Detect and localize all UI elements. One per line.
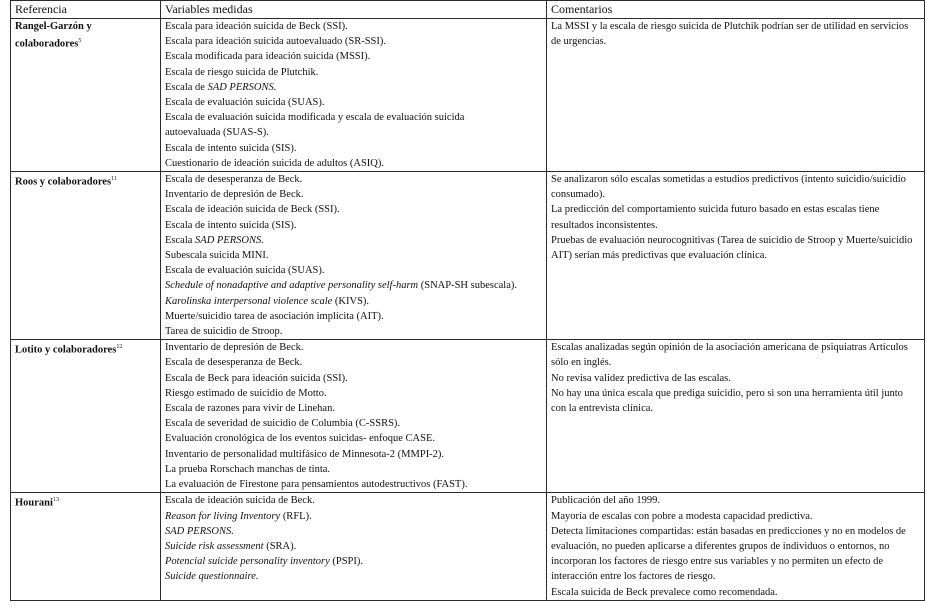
variable-item xyxy=(165,509,542,524)
variable-text: Escala de evaluación suicida (SUAS). xyxy=(165,265,325,277)
variable-text: Escala de Beck para ideación suicida (SSI). xyxy=(165,372,348,384)
variable-text: Escala de riesgo suicida de Plutchik. xyxy=(165,66,319,78)
variable-item xyxy=(165,110,500,140)
variable-item xyxy=(165,539,542,554)
variable-text: Escala xyxy=(165,234,196,246)
reference-cell xyxy=(11,172,161,340)
comment-item: Escalas analizadas según opinión de la asociación americana de psiquiatras Artículos sólo en inglés. xyxy=(551,342,908,369)
reference-name: Lotito y colaboradores xyxy=(15,344,117,356)
comment-item: La predicción del comportamiento suicida futuro basado en estas escalas tiene resultados inconsistentes. xyxy=(551,204,880,231)
variable-item xyxy=(165,19,542,34)
variable-item xyxy=(165,202,542,217)
table-row xyxy=(11,340,925,493)
variable-text: Tarea de suicidio de Stroop. xyxy=(165,326,283,338)
variable-text: (KIVS). xyxy=(332,295,370,307)
variable-text: Escala de severidad de suicidio de Columbia (C-SSRS). xyxy=(165,418,401,430)
variable-text: Escala de ideación suicida de Beck. xyxy=(165,495,315,507)
table-row xyxy=(11,19,925,172)
variable-italic-text: SAD PERSONS. xyxy=(207,81,277,93)
variable-text: Escala de desesperanza de Beck. xyxy=(165,357,303,369)
comment-item: No revisa validez predictiva de las escalas. xyxy=(551,372,731,384)
variable-text: Cuestionario de ideación suicida de adultos (ASIQ). xyxy=(165,157,384,169)
comments-cell xyxy=(547,493,925,600)
comment-item: Se analizaron sólo escalas sometidas a estudios predictivos (intento suicidio/suicidio consumado). xyxy=(551,174,906,201)
comment-item: Publicación del año 1999. xyxy=(551,495,661,507)
comment-item: Escala suicida de Beck prevalece como recomendada. xyxy=(551,586,778,598)
variable-text: Escala de evaluación suicida modificada y escala de evaluación suicida autoevaluada (SUAS-S). xyxy=(165,112,465,139)
variable-text: Muerte/suicidio tarea de asociación implícita (AIT). xyxy=(165,310,384,322)
variable-item xyxy=(165,524,542,539)
table-body xyxy=(11,19,925,601)
variable-item xyxy=(165,141,542,156)
variable-text: (SNAP-SH subescala). xyxy=(418,280,517,292)
reference-citation: 13 xyxy=(52,497,59,504)
variable-item xyxy=(165,340,542,355)
variable-italic-text: Suicide risk assessment xyxy=(165,540,264,552)
variable-text: (PSPI). xyxy=(329,556,364,568)
variable-italic-text: Reason for living Inventory xyxy=(165,510,281,522)
reference-citation: 5 xyxy=(78,38,82,44)
header-row xyxy=(11,1,925,19)
variable-text: Escala de intento suicida (SIS). xyxy=(165,142,297,154)
variable-text: Escala modificada para ideación suicida (MSSI). xyxy=(165,51,371,63)
reference-cell xyxy=(11,493,161,600)
comments-cell xyxy=(547,340,925,493)
variable-item xyxy=(165,493,542,508)
variable-item xyxy=(165,34,542,49)
variable-item xyxy=(165,416,542,431)
variable-item xyxy=(165,447,542,462)
variable-text: La prueba Rorschach manchas de tinta. xyxy=(165,463,331,475)
variable-item xyxy=(165,355,542,370)
variable-item xyxy=(165,371,542,386)
variable-italic-text: SAD PERSONS. xyxy=(195,234,264,246)
reference-name: Rangel-Garzón y colaboradores xyxy=(15,21,92,50)
variable-text: Riesgo estimado de suicidio de Motto. xyxy=(165,387,327,399)
reference-cell xyxy=(11,340,161,493)
variable-text: Escala de razones para vivir de Linehan. xyxy=(165,403,335,415)
variable-item xyxy=(165,554,542,569)
comments-cell xyxy=(547,172,925,340)
variable-item xyxy=(165,233,542,248)
variable-item xyxy=(165,431,542,446)
comments-cell xyxy=(547,19,925,172)
variable-item xyxy=(165,187,542,202)
variable-item xyxy=(165,263,542,278)
header-variables: Variables medidas xyxy=(161,1,547,19)
variable-item xyxy=(165,569,542,584)
comment-item: Pruebas de evaluación neurocognitivas (Tarea de suicidio de Stroop y Muerte/suicidio AIT) serían más predictivas que evaluación clínica. xyxy=(551,234,913,262)
reference-citation: 12 xyxy=(116,344,123,351)
variable-item xyxy=(165,65,542,80)
variable-item xyxy=(165,278,542,293)
variable-italic-text: Suicide questionnaire. xyxy=(165,571,259,583)
variable-text: Subescala suicida MINI. xyxy=(165,250,269,262)
variable-item xyxy=(165,248,542,263)
variable-item xyxy=(165,95,542,110)
variable-text: Inventario de depresión de Beck. xyxy=(165,342,304,354)
variable-text: Escala de ideación suicida de Beck (SSI). xyxy=(165,204,340,216)
variable-item xyxy=(165,49,542,64)
variable-text: Escala para ideación suicida autoevaluado (SR-SSI). xyxy=(165,36,387,48)
variable-italic-text: Schedule of nonadaptive and adaptive personality self-harm xyxy=(165,280,419,292)
comment-item: Mayoría de escalas con pobre a modesta capacidad predictiva. xyxy=(551,510,813,522)
variable-text: (SRA). xyxy=(263,540,297,552)
variable-item xyxy=(165,386,542,401)
variable-text: Escala de desesperanza de Beck. xyxy=(165,174,303,186)
variable-item xyxy=(165,172,542,187)
variables-cell xyxy=(161,172,547,340)
table-row xyxy=(11,172,925,340)
variables-cell xyxy=(161,340,547,493)
reference-citation: 11 xyxy=(111,176,117,183)
reference-cell xyxy=(11,19,161,172)
variable-italic-text: Potencial suicide personality inventory xyxy=(165,556,330,568)
variable-text: (RFL). xyxy=(280,510,312,522)
variable-item xyxy=(165,80,542,95)
variable-item xyxy=(165,294,542,309)
variables-cell xyxy=(161,493,547,600)
variable-text: Escala de intento suicida (SIS). xyxy=(165,219,297,231)
header-comentarios: Comentarios xyxy=(547,1,925,19)
variable-item xyxy=(165,324,542,339)
variable-text: La evaluación de Firestone para pensamientos autodestructivos (FAST). xyxy=(165,479,468,491)
variable-item xyxy=(165,218,542,233)
comment-item: No hay una única escala que prediga suicidio, pero si son una herramienta útil junto con la entrevista clínica. xyxy=(551,387,903,415)
variables-cell xyxy=(161,19,547,172)
variable-text: Inventario de depresión de Beck. xyxy=(165,189,304,201)
variable-text: Evaluación cronológica de los eventos suicidas- enfoque CASE. xyxy=(165,433,436,445)
table-row xyxy=(11,493,925,600)
variable-item xyxy=(165,462,542,477)
header-referencia: Referencia xyxy=(11,1,161,19)
variable-italic-text: Karolinska interpersonal violence scale xyxy=(165,295,333,307)
comment-item: La MSSI y la escala de riesgo suicida de Plutchik podrían ser de utilidad en servicios de urgencias. xyxy=(551,21,909,48)
variable-italic-text: SAD PERSONS. xyxy=(165,525,234,537)
variable-text: Inventario de personalidad multifásico de Minnesota-2 (MMPI-2). xyxy=(165,448,445,460)
review-table xyxy=(10,0,925,601)
variable-text: Escala para ideación suicida de Beck (SSI). xyxy=(165,21,348,32)
variable-text: Escala de evaluación suicida (SUAS). xyxy=(165,97,325,109)
variable-item xyxy=(165,156,542,171)
variable-item xyxy=(165,309,542,324)
variable-item xyxy=(165,477,542,492)
table-header xyxy=(11,1,925,19)
reference-name: Hourani xyxy=(15,497,53,509)
variable-item xyxy=(165,401,542,416)
variable-text: Escala de xyxy=(165,81,208,93)
reference-name: Roos y colaboradores xyxy=(15,176,112,188)
comment-item: Detecta limitaciones compartidas: están basadas en predicciones y no en modelos de evaluación, no pueden aplicarse a diferentes grupos de individuos o entornos, no incorporan los factores de riesgo entre sus variables y no permiten un efecto de interacción entre los factores de riesgo. xyxy=(551,525,906,583)
